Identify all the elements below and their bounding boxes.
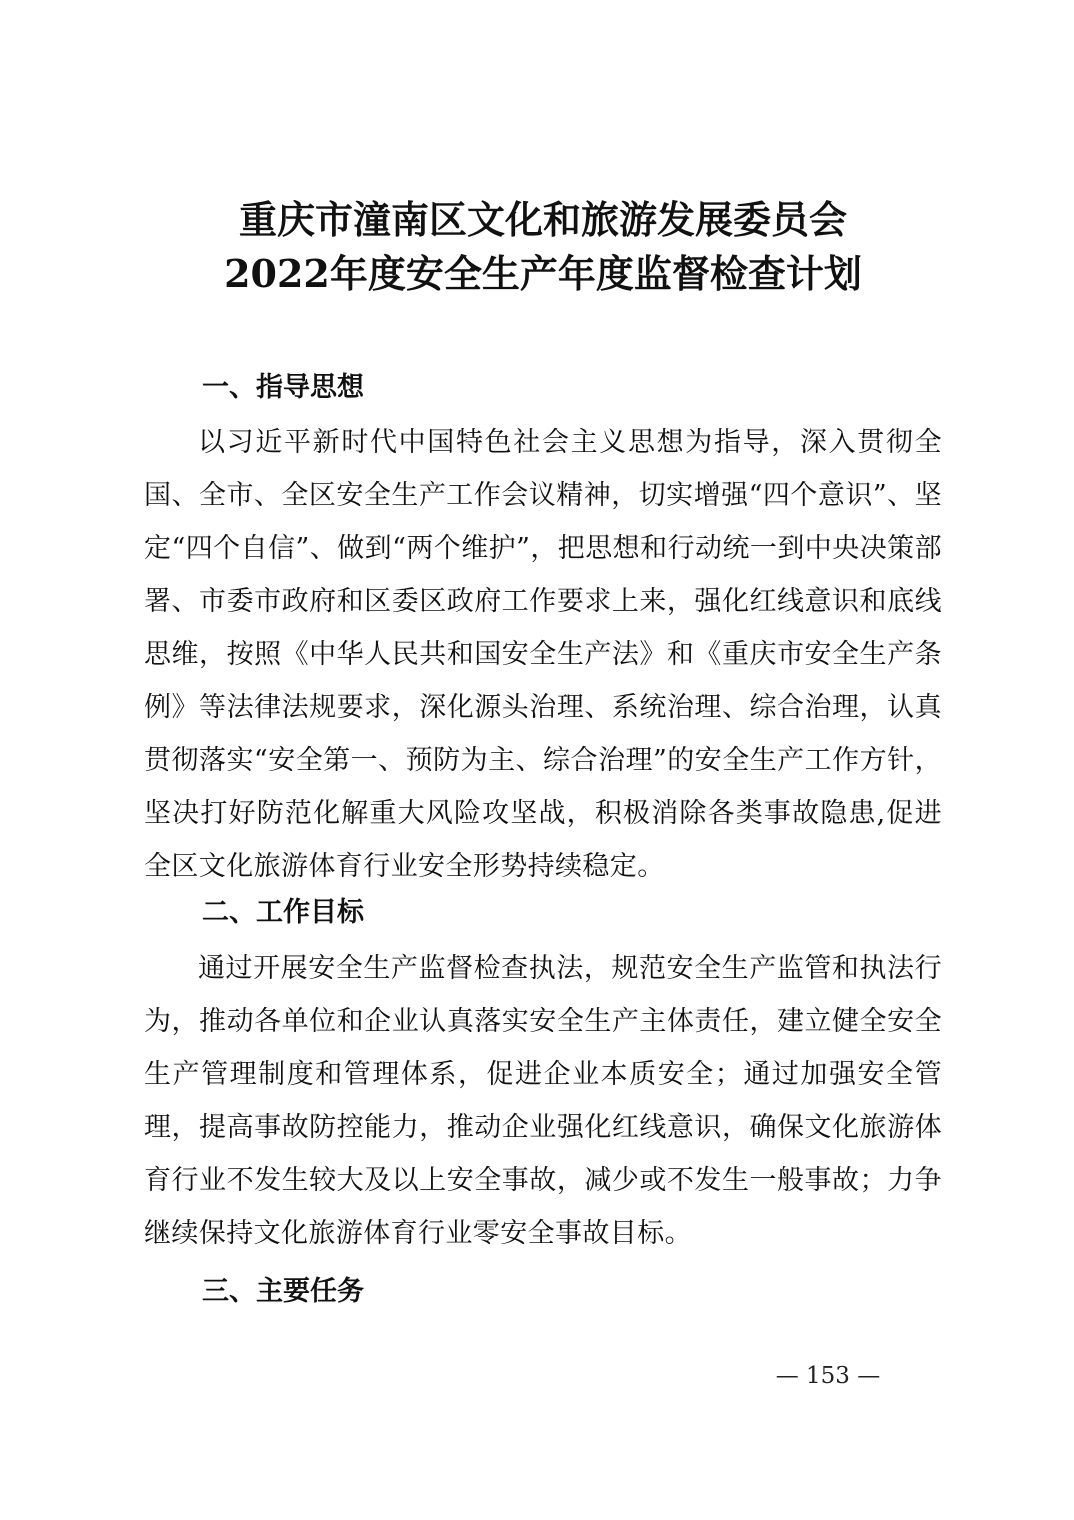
section-heading-work-goals: 二、工作目标 [202, 897, 364, 928]
section-paragraph-guiding-ideology: 以习近平新时代中国特色社会主义思想为指导，深入贯彻全国、全市、全区安全生产工作会议精神，切实增强“四个意识”、坚定“四个自信”、做到“两个维护”，把思想和行动统一到中央决策部署、市委市政府和区委区政府工作要求上来，强化红线意识和底线思维，按照《中华人民共和国安全生产法》和《重庆市安全生产条例》等法律法规要求，深化源头治理、系统治理、综合治理，认真贯彻落实“安全第一、预防为主、综合治理”的安全生产工作方针，坚决打好防范化解重大风险攻坚战，积极消除各类事故隐患,促进全区文化旅游体育行业安全形势持续稳定。 [144, 427, 942, 882]
section-heading-guiding-ideology: 一、指导思想 [202, 372, 364, 403]
document-title-line-1: 重庆市潼南区文化和旅游发展委员会 [238, 197, 847, 242]
document-title-line-2: 2022年度安全生产年度监督检查计划 [224, 251, 862, 296]
section-paragraph-work-goals: 通过开展安全生产监督检查执法，规范安全生产监管和执法行为，推动各单位和企业认真落实安全生产主体责任，建立健全安全生产管理制度和管理体系，促进企业本质安全；通过加强安全管理，提高事故防控能力，推动企业强化红线意识，确保文化旅游体育行业不发生较大及以上安全事故，减少或不发生一般事故；力争继续保持文化旅游体育行业零安全事故目标。 [144, 953, 942, 1249]
section-heading-main-tasks: 三、主要任务 [202, 1276, 364, 1307]
page-number: — 153 — [775, 1363, 881, 1389]
